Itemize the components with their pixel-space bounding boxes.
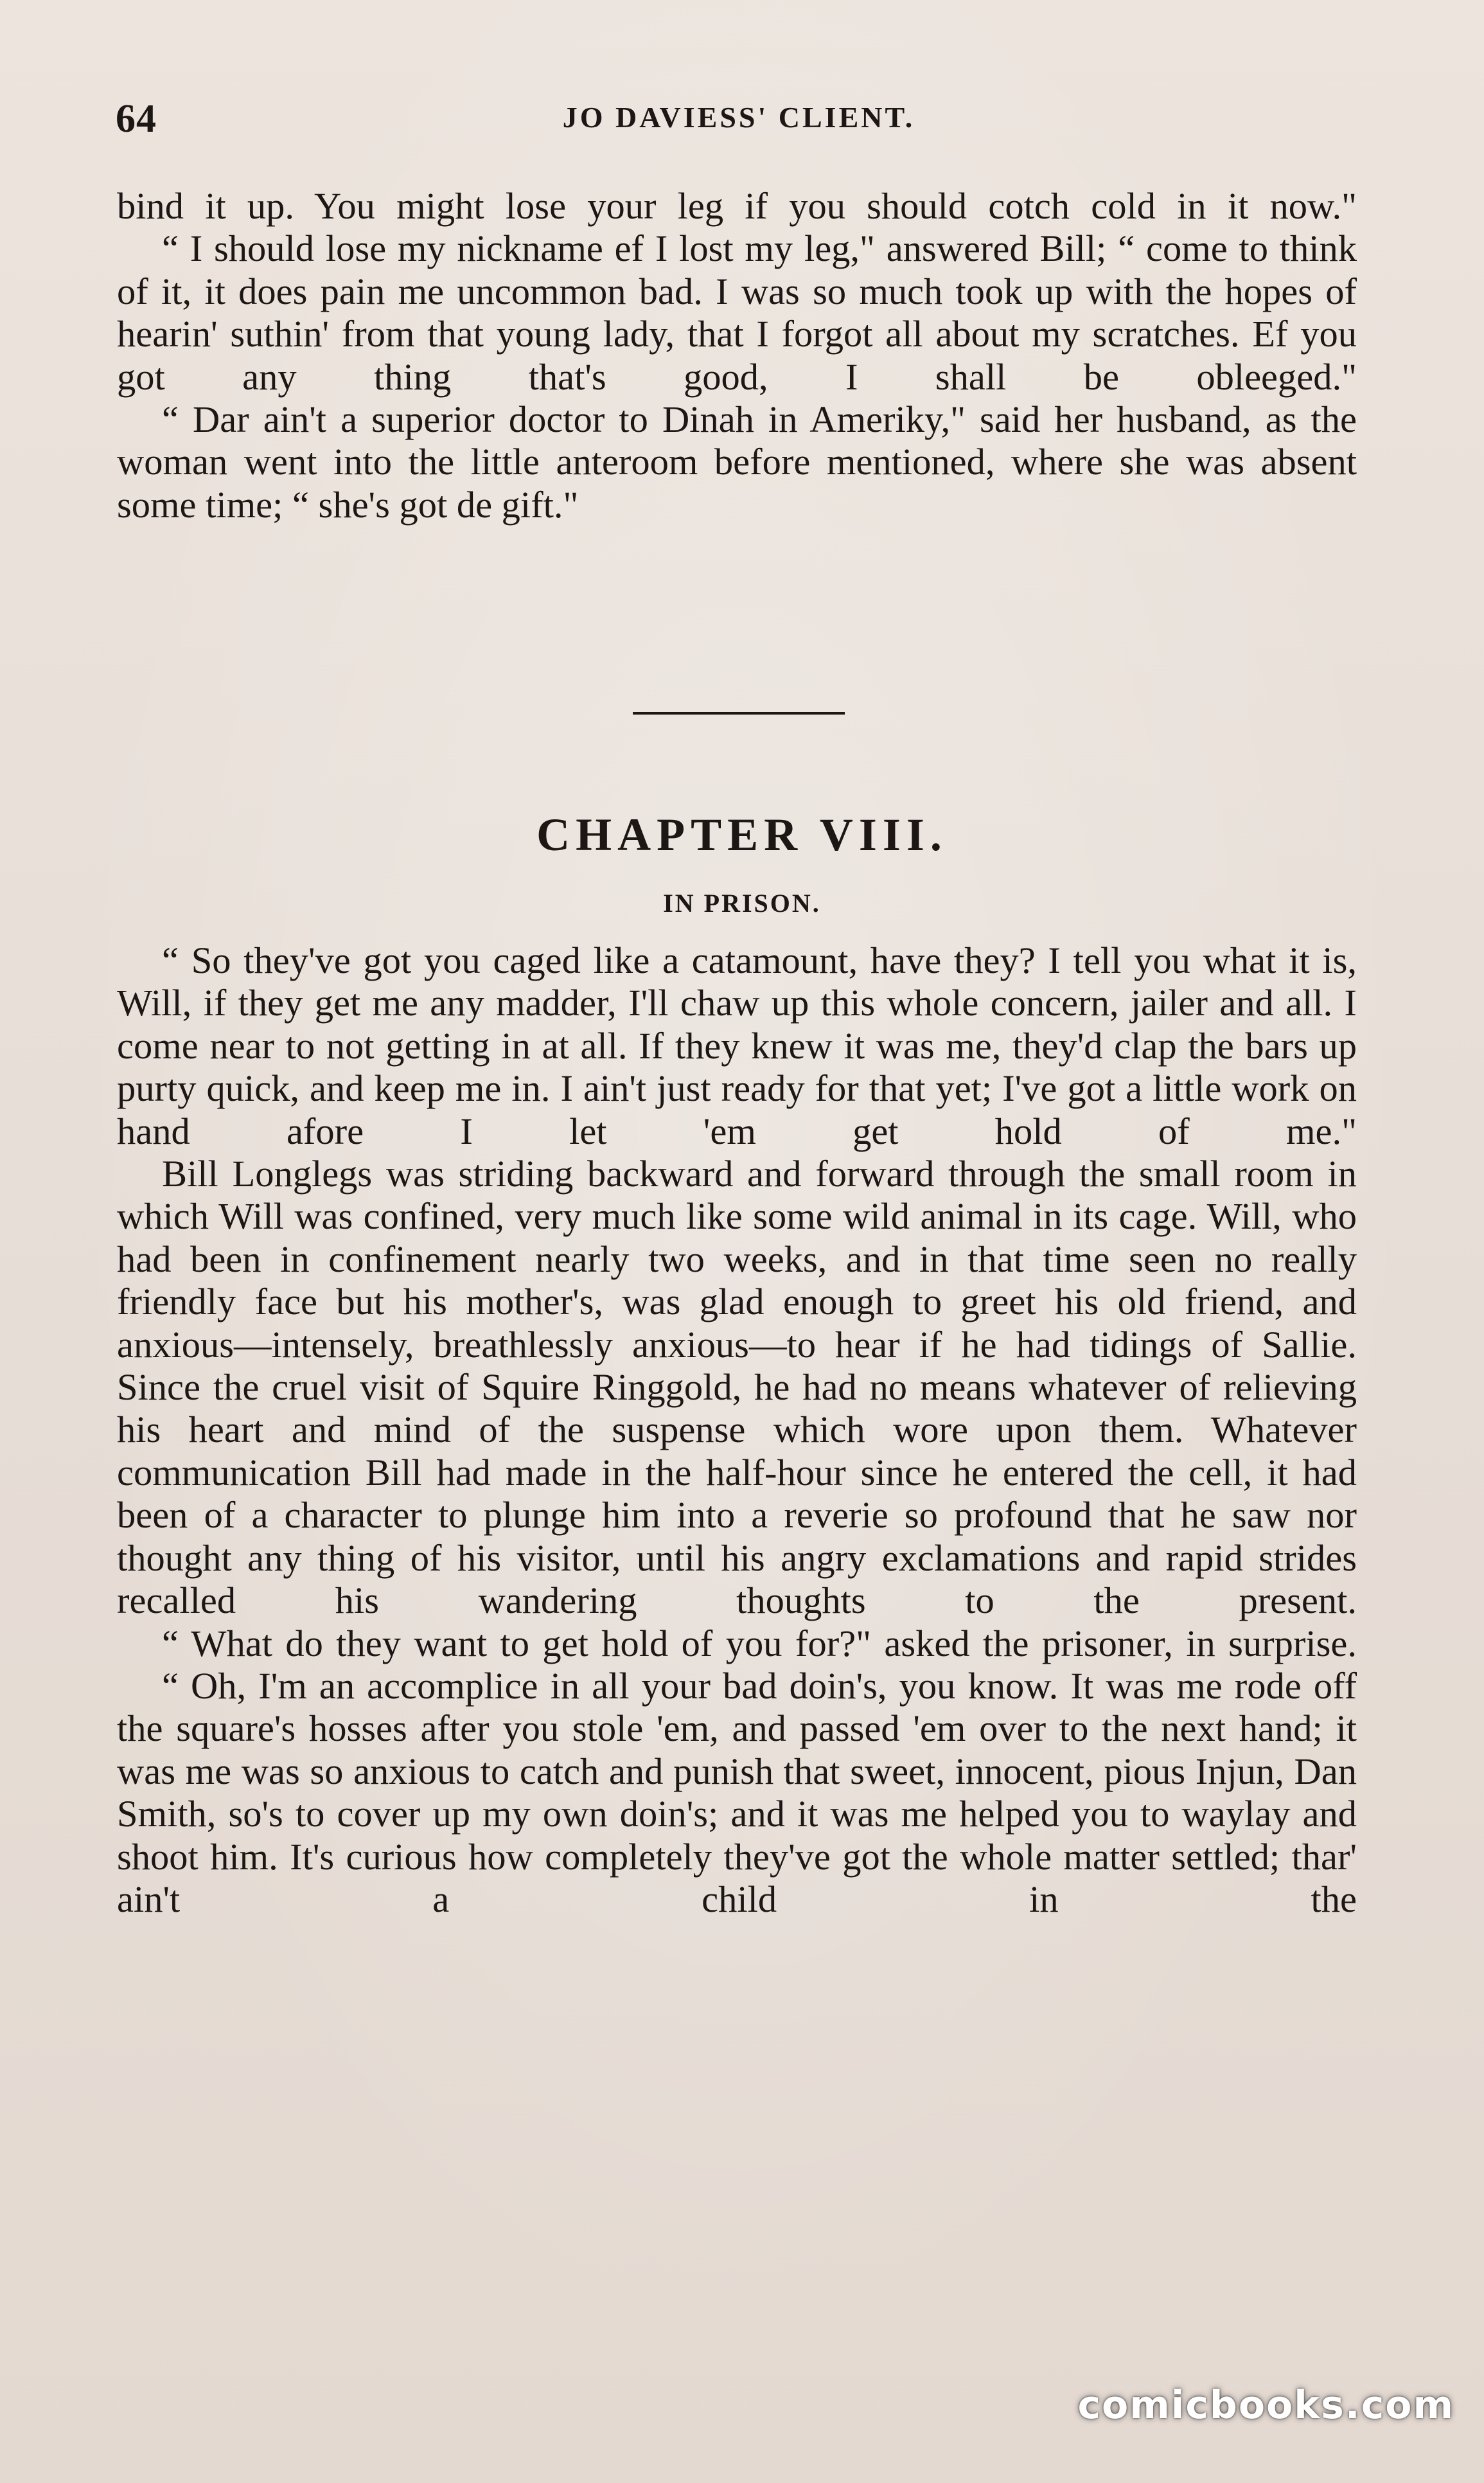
paragraph: bind it up. You might lose your leg if you should cotch cold in it now." bbox=[117, 185, 1357, 227]
paragraph: Bill Longlegs was striding backward and forward through the small room in which Will was confined, very much like some wild animal in its cage. Will, who had been in confinement nearly two weeks, and in that time seen no really friendly face but his mother's, was glad enough to greet his old friend, and anxious—intensely, breathlessly anxious—to hear if he had tidings of Sallie. Since the cruel visit of Squire Ringgold, he had no means whatever of relieving his heart and mind of the suspense which wore upon them. Whatever communication Bill had made in the half-hour since he entered the cell, it had been of a character to plunge him into a reverie so profound that he saw nor thought any thing of his visitor, until his angry exclamations and rapid strides recalled his wandering thoughts to the present. bbox=[117, 1153, 1357, 1622]
text-block-chapter bbox=[117, 939, 1357, 1921]
text-block-top bbox=[117, 185, 1357, 526]
paragraph: “ I should lose my nickname ef I lost my leg," answered Bill; “ come to think of it, it does pain me uncommon bad. I was so much took up with the hopes of hearin' suthin' from that young lady, that I forgot all about my scratches. Ef you got any thing that's good, I shall be obleeged." bbox=[117, 227, 1357, 398]
paragraph: “ Dar ain't a superior doctor to Dinah in Ameriky," said her husband, as the woman went into the little anteroom before mentioned, where she was absent some time; “ she's got de gift." bbox=[117, 398, 1357, 526]
watermark: comicbooks.com bbox=[1077, 2383, 1454, 2428]
page-number: 64 bbox=[116, 97, 157, 141]
page-header bbox=[116, 96, 1362, 141]
running-head: JO DAVIESS' CLIENT. bbox=[562, 101, 915, 134]
paragraph: “ Oh, I'm an accomplice in all your bad doin's, you know. It was me rode off the square's hosses after you stole 'em, and passed 'em over to the next hand; it was me was so anxious to catch and punish that sweet, innocent, pious Injun, Dan Smith, so's to cover up my own doin's; and it was me helped you to waylay and shoot him. It's curious how completely they've got the whole matter settled; thar' ain't a child in the bbox=[117, 1664, 1357, 1920]
paragraph: “ What do they want to get hold of you for?" asked the prisoner, in surprise. bbox=[162, 1622, 1357, 1664]
chapter-subtitle: IN PRISON. bbox=[663, 889, 821, 918]
chapter-title: CHAPTER VIII. bbox=[536, 809, 948, 860]
section-divider bbox=[633, 712, 845, 715]
paragraph: “ So they've got you caged like a catamount, have they? I tell you what it is, Will, if they get me any madder, I'll chaw up this whole concern, jailer and all. I come near to not getting in at all. If they knew it was me, they'd clap the bars up purty quick, and keep me in. I ain't just ready for that yet; I've got a little work on hand afore I let 'em get hold of me." bbox=[117, 939, 1357, 1152]
